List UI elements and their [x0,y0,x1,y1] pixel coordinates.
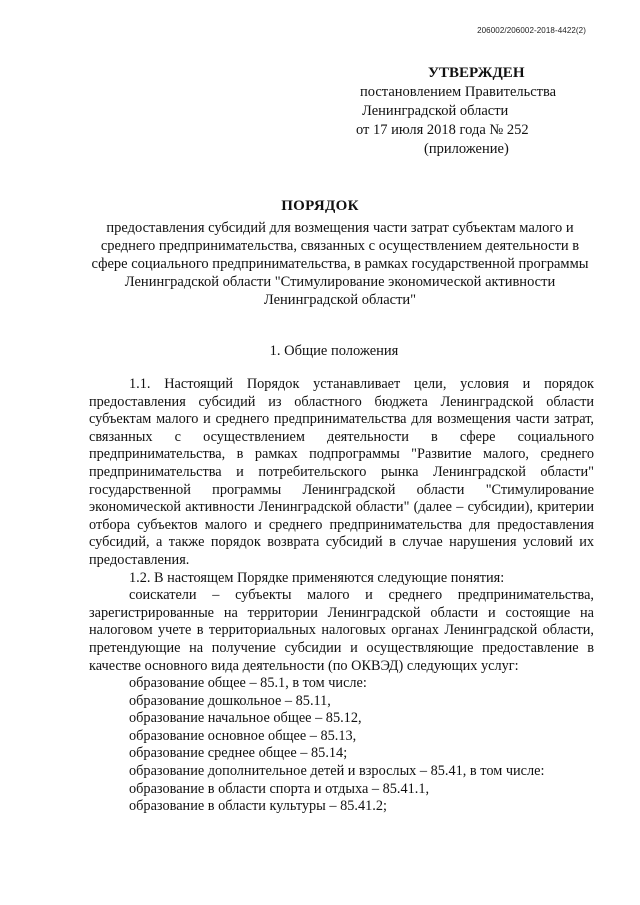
list-item: образование основное общее – 85.13, [129,727,357,744]
approval-line-date: от 17 июля 2018 года № 252 [356,122,529,138]
document-subtitle: предоставления субсидий для возмещения части затрат субъектам малого и среднего предпринимательства, связанных с осуществлением деятельности в сфере социального предпринимательства, в рамках государственной программы Ленинградской области "Стимулирование экономической активности Ленинградской области" [91,220,589,308]
section-heading: 1. Общие положения [269,343,399,359]
approval-line-region: Ленинградской области [362,103,509,119]
approval-line-appendix: (приложение) [424,141,509,157]
list-item: образование дошкольное – 85.11, [129,692,331,709]
list-item: образование общее – 85.1, в том числе: [129,675,367,692]
document-body [89,376,594,816]
approval-line-resolution: постановлением Правительства [360,84,557,100]
list-item: образование дополнительное детей и взрослых – 85.41, в том числе: [129,763,545,780]
list-item: образование в области культуры – 85.41.2; [129,798,387,815]
approval-block [356,64,590,159]
approval-title: УТВЕРЖДЕН [428,65,525,81]
document-title: ПОРЯДОК [281,198,359,214]
paragraph-1-1: 1.1. Настоящий Порядок устанавливает цели, условия и порядок предоставления субсидий из областного бюджета Ленинградской области субъектам малого и среднего предпринимательства для возмещения части затрат, связанных с осуществлением деятельности в сфере социального предпринимательства, в рамках подпрограммы "Развитие малого, среднего предпринимательства и потребительского рынка Ленинградской области" государственной программы Ленинградской области "Стимулирование экономической активности Ленинградской области" (далее – субсидии), критерии отбора субъектов малого и среднего предпринимательства для предоставления субсидий, а также порядок возврата субсидий в случае нарушения условий их предоставления. [89,376,594,568]
paragraph-applicants: соискатели – субъекты малого и среднего предпринимательства, зарегистрированные на территории Ленинградской области и состоящие на налоговом учете в территориальных налоговых органах Ленинградской области, претендующие на получение субсидии и осуществляющие предоставление в качестве основного вида деятельности (по ОКВЭД) следующих услуг: [89,587,594,674]
list-item: образование среднее общее – 85.14; [129,745,348,762]
list-item: образование начальное общее – 85.12, [129,710,362,727]
list-item: образование в области спорта и отдыха – 85.41.1, [129,780,430,797]
paragraph-1-2: 1.2. В настоящем Порядке применяются следующие понятия: [129,569,505,586]
document-id: 206002/206002-2018-4422(2) [477,26,586,35]
